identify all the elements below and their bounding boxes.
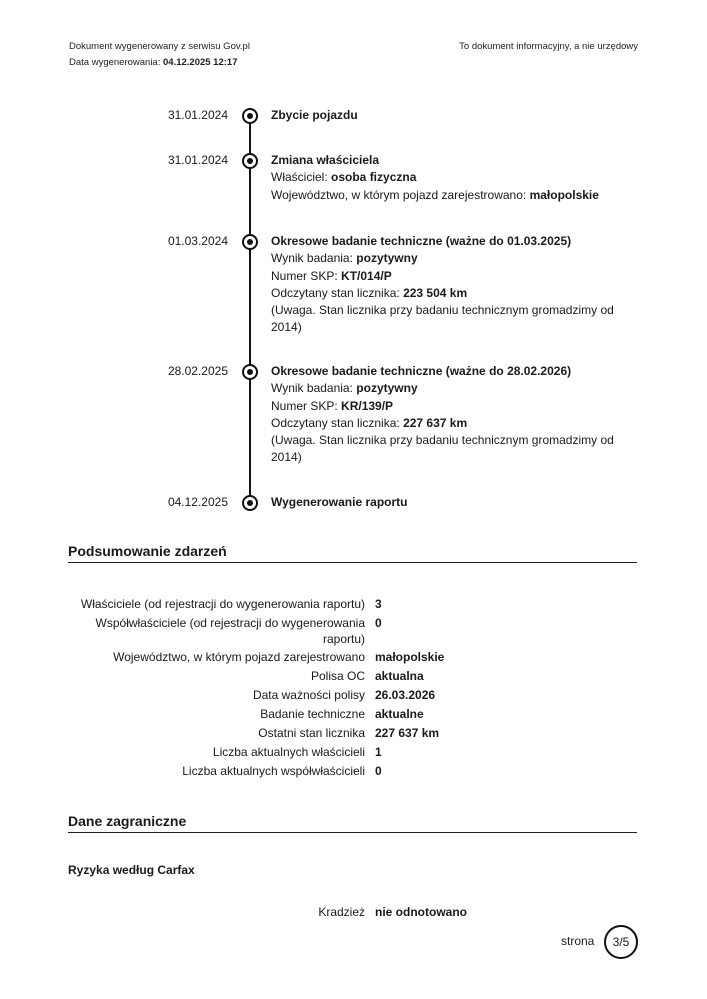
event-detail-line [271, 169, 616, 186]
event-details [271, 152, 616, 204]
summary-value: 0 [375, 616, 382, 630]
event-date: 31.01.2024 [167, 108, 228, 122]
event-title: Wygenerowanie raportu [271, 495, 408, 509]
summary-label: Współwłaściciele (od rejestracji do wygenerowania raportu) [95, 616, 365, 646]
event-details [271, 363, 616, 467]
event-title: Zmiana właściciela [271, 153, 380, 167]
summary-label: Liczba aktualnych właścicieli [212, 745, 365, 759]
detail-value: KR/139/P [341, 398, 394, 413]
event-date: 01.03.2024 [167, 234, 228, 248]
detail-value: KT/014/P [341, 268, 392, 283]
summary-value: 1 [375, 745, 382, 759]
timeline-dot-icon [242, 495, 258, 511]
detail-label: Odczytany stan licznika: [271, 285, 404, 300]
page-label: strona [561, 934, 595, 948]
event-detail-line [271, 432, 616, 467]
generation-date-value: 04.12.2025 12:17 [163, 57, 238, 68]
event-title: Okresowe badanie techniczne (ważne do 28.02.2026) [271, 364, 572, 378]
page-number-badge: 3/5 [604, 925, 638, 959]
event-date: 04.12.2025 [167, 495, 228, 509]
header-source: Dokument wygenerowany z serwisu Gov.pl [69, 41, 250, 52]
detail-label: Wynik badania: [271, 381, 357, 396]
detail-value: 223 504 km [403, 285, 468, 300]
timeline-line [249, 113, 251, 501]
summary-label: Polisa OC [310, 669, 365, 683]
summary-heading: Podsumowanie zdarzeń [68, 543, 637, 563]
timeline-dot-icon [242, 108, 258, 124]
detail-label: (Uwaga. Stan licznika przy badaniu technicznym gromadzimy od 2014) [271, 433, 614, 465]
detail-label: Wynik badania: [271, 251, 357, 266]
detail-label: Województwo, w którym pojazd zarejestrowano: [271, 187, 530, 202]
detail-value: pozytywny [356, 251, 418, 266]
summary-value: 26.03.2026 [375, 688, 436, 702]
timeline-dot-icon [242, 234, 258, 250]
detail-label: Właściciel: [271, 170, 332, 185]
event-details [271, 494, 616, 511]
event-detail-line [271, 398, 616, 415]
summary-label: Data ważności polisy [252, 688, 365, 702]
summary-label: Ostatni stan licznika [258, 726, 365, 740]
detail-value: osoba fizyczna [331, 170, 417, 185]
detail-value: pozytywny [356, 381, 418, 396]
detail-label: Numer SKP: [271, 268, 342, 283]
event-detail-line [271, 285, 616, 302]
event-title: Zbycie pojazdu [271, 108, 358, 122]
header-disclaimer: To dokument informacyjny, a nie urzędowy [459, 41, 638, 52]
event-detail-line [271, 415, 616, 432]
detail-label: Odczytany stan licznika: [271, 415, 404, 430]
event-details [271, 233, 616, 337]
generation-date-label: Data wygenerowania: [69, 57, 161, 68]
event-date: 31.01.2024 [167, 153, 228, 167]
event-detail-line [271, 250, 616, 267]
event-date: 28.02.2025 [167, 364, 228, 378]
detail-label: Numer SKP: [271, 398, 342, 413]
event-detail-line [271, 380, 616, 397]
event-detail-line [271, 268, 616, 285]
event-title: Okresowe badanie techniczne (ważne do 01.03.2025) [271, 234, 572, 248]
detail-value: małopolskie [529, 187, 599, 202]
foreign-data-heading: Dane zagraniczne [68, 813, 637, 833]
event-detail-line [271, 187, 616, 204]
detail-value: 227 637 km [403, 415, 468, 430]
timeline-dot-icon [242, 364, 258, 380]
event-detail-line [271, 302, 616, 337]
summary-label: Badanie techniczne [260, 707, 365, 721]
summary-value: małopolskie [375, 650, 445, 664]
header-generation-date [69, 57, 237, 68]
risk-value: nie odnotowano [375, 905, 467, 919]
event-details [271, 107, 616, 124]
detail-label: (Uwaga. Stan licznika przy badaniu technicznym gromadzimy od 2014) [271, 303, 614, 335]
carfax-risks-heading: Ryzyka według Carfax [68, 863, 195, 877]
risk-label: Kradzież [318, 905, 365, 919]
summary-value: 227 637 km [375, 726, 440, 740]
summary-value: aktualne [375, 707, 424, 721]
summary-value: 3 [375, 597, 382, 611]
summary-label: Województwo, w którym pojazd zarejestrowano [113, 650, 365, 664]
summary-label: Właściciele (od rejestracji do wygenerowania raportu) [80, 597, 365, 611]
summary-value: aktualna [375, 669, 424, 683]
summary-value: 0 [375, 764, 382, 778]
timeline-dot-icon [242, 153, 258, 169]
summary-label: Liczba aktualnych współwłaścicieli [182, 764, 365, 778]
